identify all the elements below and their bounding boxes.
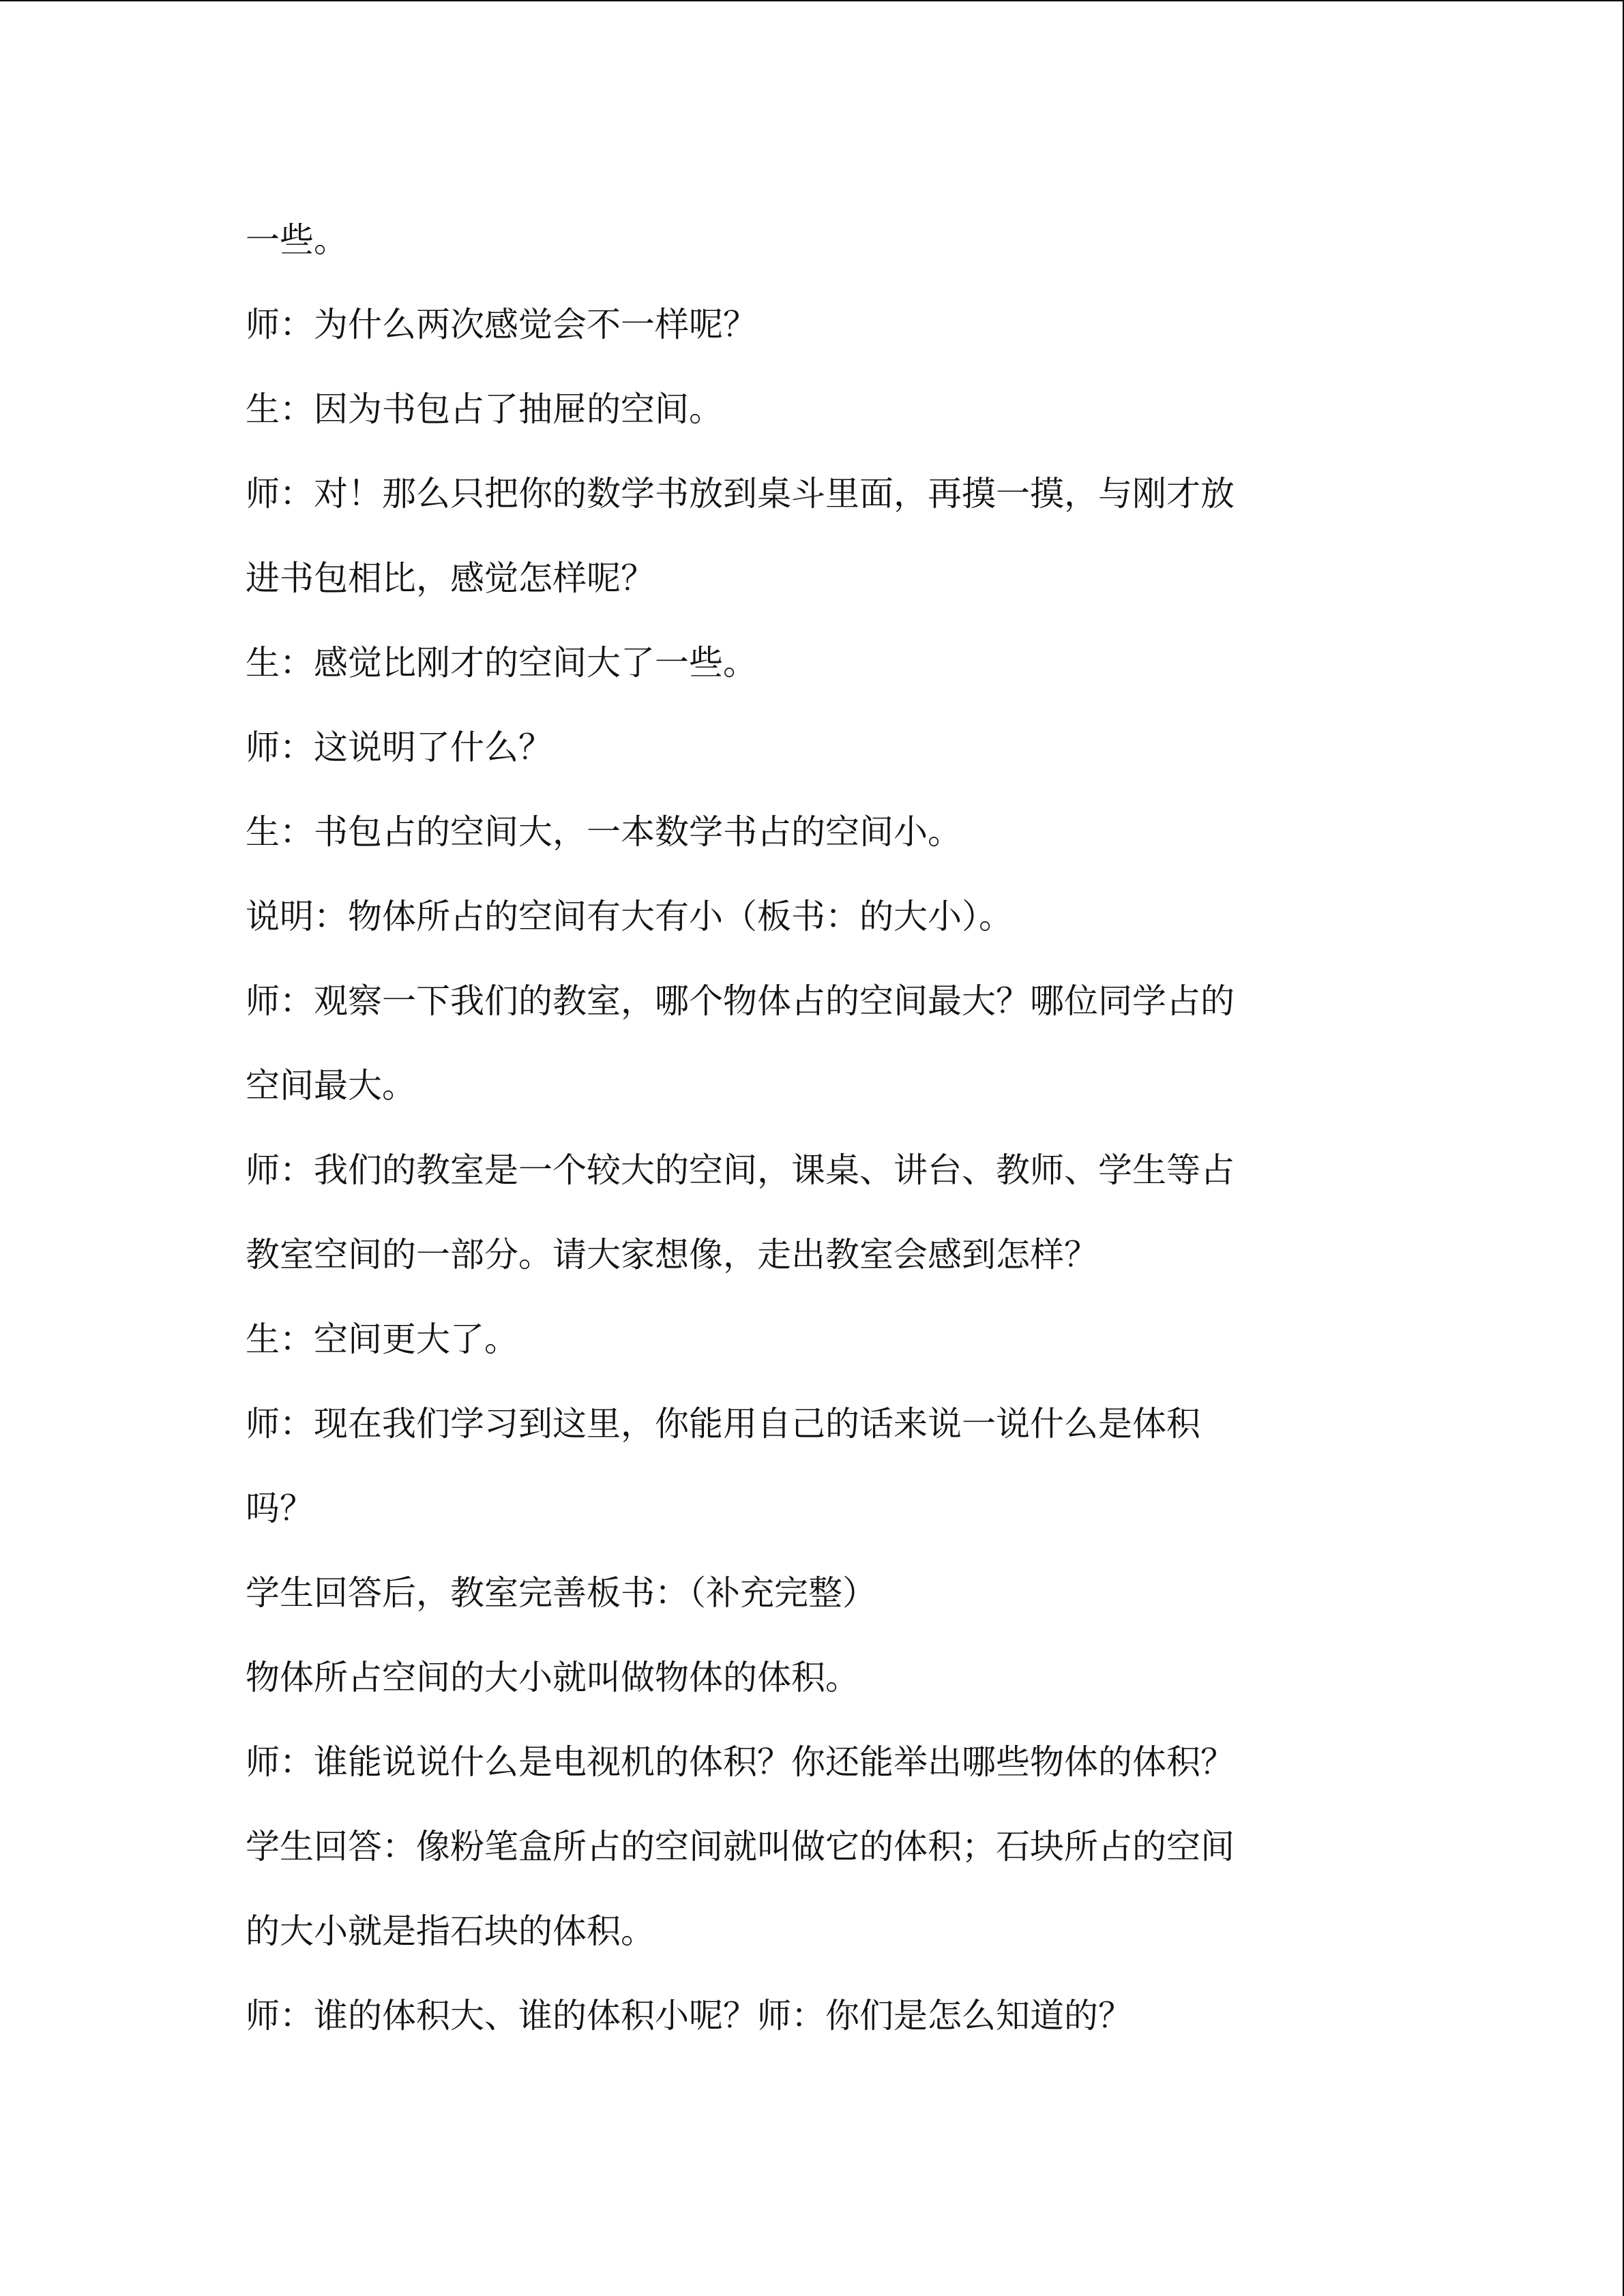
text-line: 师：我们的教室是一个较大的空间，课桌、讲台、教师、学生等占 bbox=[246, 1150, 1235, 1190]
text-line: 师：这说明了什么？ bbox=[246, 728, 552, 767]
text-line: 生：感觉比刚才的空间大了一些。 bbox=[246, 643, 757, 683]
text-line: 生：书包占的空间大，一本数学书占的空间小。 bbox=[246, 812, 962, 852]
text-line: 教室空间的一部分。请大家想像，走出教室会感到怎样？ bbox=[246, 1235, 1098, 1274]
text-line: 进书包相比，感觉怎样呢？ bbox=[246, 558, 655, 598]
text-line: 师：对！那么只把你的数学书放到桌斗里面，再摸一摸，与刚才放 bbox=[246, 474, 1235, 513]
text-line: 师：谁能说说什么是电视机的体积？你还能举出哪些物体的体积？ bbox=[246, 1742, 1235, 1782]
text-line: 说明：物体所占的空间有大有小（板书：的大小）。 bbox=[246, 897, 1013, 936]
text-line: 学生回答：像粉笔盒所占的空间就叫做它的体积；石块所占的空间 bbox=[246, 1827, 1235, 1866]
text-line: 空间最大。 bbox=[246, 1066, 416, 1105]
text-line: 学生回答后，教室完善板书：（补充完整） bbox=[246, 1573, 876, 1613]
text-line: 的大小就是指石块的体积。 bbox=[246, 1911, 655, 1951]
text-line: 一些。 bbox=[246, 220, 348, 260]
text-line: 生：空间更大了。 bbox=[246, 1320, 518, 1359]
text-line: 吗？ bbox=[246, 1489, 314, 1528]
text-line: 师：谁的体积大、谁的体积小呢？师：你们是怎么知道的？ bbox=[246, 1996, 1132, 2036]
text-line: 生：因为书包占了抽屉的空间。 bbox=[246, 389, 723, 429]
text-line: 师：现在我们学习到这里，你能用自己的话来说一说什么是体积 bbox=[246, 1404, 1200, 1444]
document-body bbox=[246, 198, 1378, 2058]
text-line: 师：为什么两次感觉会不一样呢？ bbox=[246, 305, 757, 344]
text-line: 物体所占空间的大小就叫做物体的体积。 bbox=[246, 1658, 859, 1697]
text-line: 师：观察一下我们的教室，哪个物体占的空间最大？哪位同学占的 bbox=[246, 981, 1235, 1021]
